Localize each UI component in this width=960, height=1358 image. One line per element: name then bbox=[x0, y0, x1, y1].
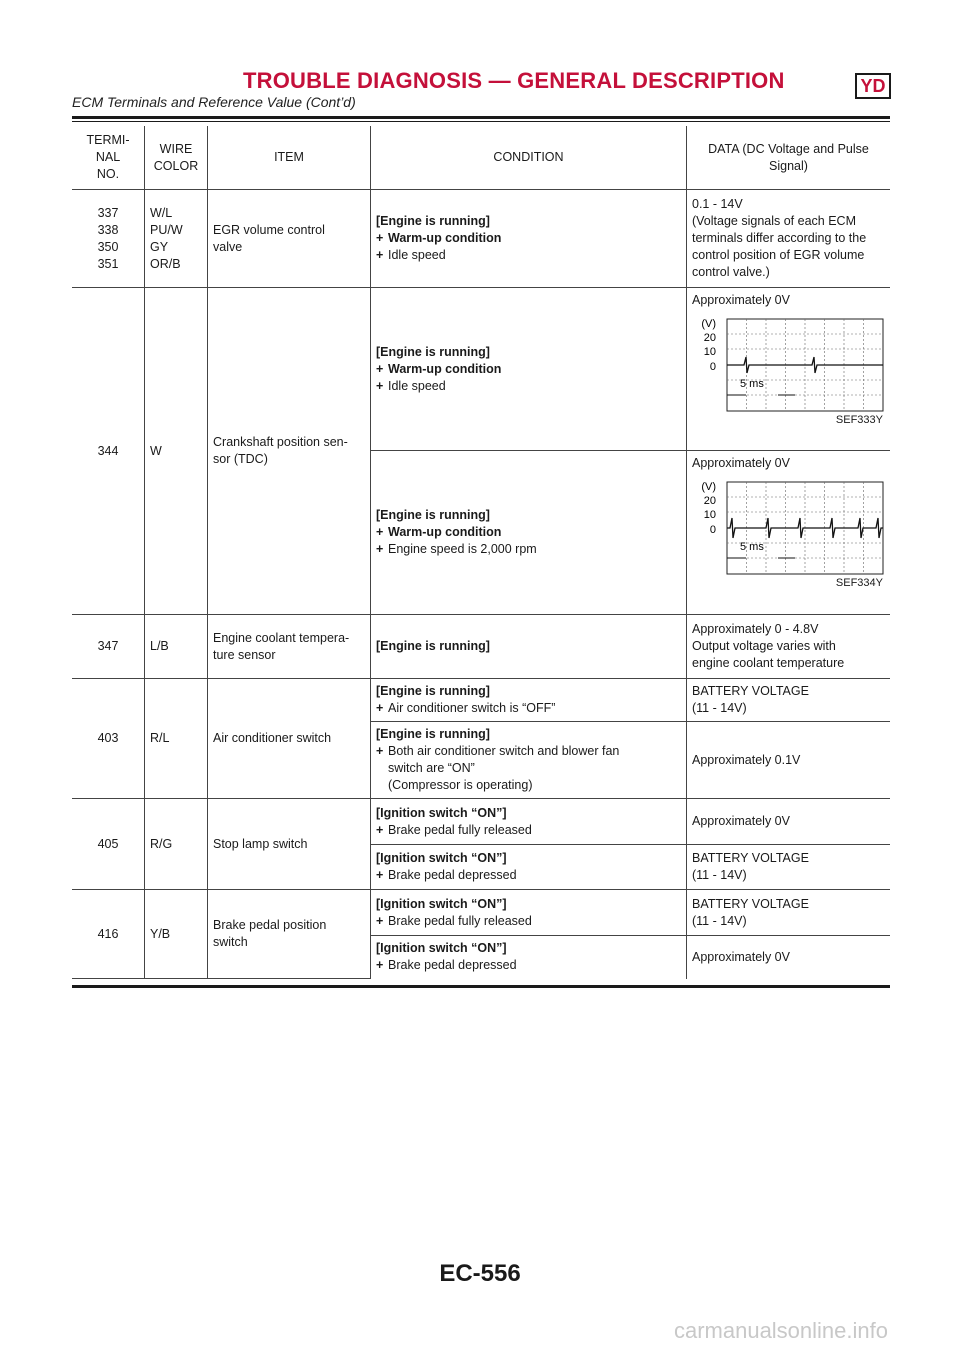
oscilloscope-figure bbox=[692, 472, 885, 592]
condition-title: [Engine is running] bbox=[376, 214, 490, 228]
terminal-cell: 337 338 350 351 bbox=[72, 190, 145, 288]
condition-cell bbox=[371, 288, 687, 451]
wire-cell: W bbox=[145, 288, 208, 615]
table-row bbox=[72, 190, 890, 288]
condition-cell: [Engine is running] bbox=[371, 615, 687, 679]
ecm-terminal-table bbox=[72, 126, 890, 979]
page-subtitle: ECM Terminals and Reference Value (Cont’d) bbox=[72, 94, 356, 110]
condition-bullet: + Brake pedal depressed bbox=[376, 867, 681, 884]
oscilloscope-2000rpm bbox=[692, 478, 892, 578]
wire-cell: R/L bbox=[145, 679, 208, 799]
wire-cell: R/G bbox=[145, 799, 208, 890]
data-value: Approximately 0V bbox=[692, 293, 790, 307]
table-row bbox=[72, 799, 890, 845]
scope-y10: 10 bbox=[703, 346, 716, 358]
data-cell: Approximately 0.1V bbox=[687, 722, 891, 799]
condition-bullet: + Both air conditioner switch and blower fan switch are “ON” (Compressor is operating) bbox=[376, 743, 681, 794]
data-value: Approximately 0V bbox=[692, 456, 790, 470]
wire-cell: L/B bbox=[145, 615, 208, 679]
oscilloscope-idle bbox=[692, 315, 892, 415]
scope-y20: 20 bbox=[703, 495, 716, 507]
condition-cell bbox=[371, 451, 687, 615]
scope-time: 5 ms bbox=[740, 541, 764, 553]
condition-title: [Engine is running] bbox=[376, 344, 490, 359]
condition-title: [Engine is running] bbox=[376, 508, 490, 522]
data-cell: BATTERY VOLTAGE (11 - 14V) bbox=[687, 845, 891, 890]
bottom-rule bbox=[72, 985, 890, 988]
condition-cell bbox=[371, 722, 687, 799]
terminal-cell: 405 bbox=[72, 799, 145, 890]
wire-cell: Y/B bbox=[145, 890, 208, 979]
terminal-cell: 416 bbox=[72, 890, 145, 979]
col-data: DATA (DC Voltage and Pulse Signal) bbox=[687, 126, 891, 190]
scope-time: 5 ms bbox=[740, 378, 764, 390]
condition-bullet: + Warm-up condition bbox=[376, 230, 681, 247]
col-item: ITEM bbox=[208, 126, 371, 190]
scope-y0: 0 bbox=[709, 361, 716, 373]
condition-bullet: + Idle speed bbox=[376, 378, 681, 395]
condition-bullet: + Warm-up condition bbox=[376, 361, 681, 378]
top-rule-thin bbox=[72, 121, 890, 122]
condition-cell bbox=[371, 679, 687, 722]
col-wire: WIRE COLOR bbox=[145, 126, 208, 190]
table-row bbox=[72, 288, 890, 451]
condition-cell bbox=[371, 190, 687, 288]
data-cell: 0.1 - 14V (Voltage signals of each ECM terminals differ according to the control position of EGR volume control valve.) bbox=[687, 190, 891, 288]
table-header-row bbox=[72, 126, 890, 190]
figure-reference: SEF333Y bbox=[835, 414, 883, 426]
condition-title: [Ignition switch “ON”] bbox=[376, 896, 507, 911]
condition-cell bbox=[371, 845, 687, 890]
condition-cell bbox=[371, 799, 687, 845]
condition-title: [Ignition switch “ON”] bbox=[376, 805, 507, 820]
figure-reference: SEF334Y bbox=[835, 577, 883, 589]
condition-cell bbox=[371, 936, 687, 979]
oscilloscope-figure bbox=[692, 309, 885, 429]
terminal-cell: 403 bbox=[72, 679, 145, 799]
condition-title: [Engine is running] bbox=[376, 727, 490, 741]
condition-title: [Engine is running] bbox=[376, 684, 490, 698]
data-cell: Approximately 0 - 4.8V Output voltage varies with engine coolant temperature bbox=[687, 615, 891, 679]
scope-y20: 20 bbox=[703, 332, 716, 344]
item-cell: EGR volume control valve bbox=[208, 190, 371, 288]
scope-y10: 10 bbox=[703, 509, 716, 521]
col-terminal: TERMI- NAL NO. bbox=[72, 126, 145, 190]
item-cell: Air conditioner switch bbox=[208, 679, 371, 799]
table-row bbox=[72, 679, 890, 722]
page-number: EC-556 bbox=[439, 1260, 521, 1287]
page-title: TROUBLE DIAGNOSIS — GENERAL DESCRIPTION bbox=[243, 68, 785, 93]
condition-bullet: + Idle speed bbox=[376, 247, 681, 264]
table-row bbox=[72, 890, 890, 936]
scope-y0: 0 bbox=[709, 524, 716, 536]
top-rule bbox=[72, 116, 890, 119]
scope-unit: (V) bbox=[701, 318, 716, 330]
data-cell bbox=[687, 288, 891, 451]
condition-cell bbox=[371, 890, 687, 936]
data-cell bbox=[687, 451, 891, 615]
condition-bullet: + Brake pedal depressed bbox=[376, 957, 681, 974]
condition-title: [Ignition switch “ON”] bbox=[376, 851, 507, 865]
col-condition: CONDITION bbox=[371, 126, 687, 190]
table-row bbox=[72, 615, 890, 679]
item-cell: Crankshaft position sen- sor (TDC) bbox=[208, 288, 371, 615]
model-badge: YD bbox=[855, 73, 891, 99]
condition-bullet: + Brake pedal fully released bbox=[376, 822, 681, 839]
scope-unit: (V) bbox=[701, 481, 716, 493]
data-cell: Approximately 0V bbox=[687, 936, 891, 979]
condition-title: [Ignition switch “ON”] bbox=[376, 941, 507, 956]
item-cell: Stop lamp switch bbox=[208, 799, 371, 890]
condition-bullet: + Brake pedal fully released bbox=[376, 913, 681, 930]
data-cell: Approximately 0V bbox=[687, 799, 891, 845]
item-cell: Engine coolant tempera- ture sensor bbox=[208, 615, 371, 679]
condition-bullet: + Air conditioner switch is “OFF” bbox=[376, 700, 681, 717]
wire-cell: W/L PU/W GY OR/B bbox=[145, 190, 208, 288]
data-cell: BATTERY VOLTAGE (11 - 14V) bbox=[687, 679, 891, 722]
terminal-cell: 347 bbox=[72, 615, 145, 679]
watermark-site: carmanualsonline.info bbox=[673, 1318, 888, 1343]
condition-bullet: + Engine speed is 2,000 rpm bbox=[376, 541, 681, 558]
data-cell: BATTERY VOLTAGE (11 - 14V) bbox=[687, 890, 891, 936]
terminal-cell: 344 bbox=[72, 288, 145, 615]
item-cell: Brake pedal position switch bbox=[208, 890, 371, 979]
condition-bullet: + Warm-up condition bbox=[376, 524, 681, 541]
